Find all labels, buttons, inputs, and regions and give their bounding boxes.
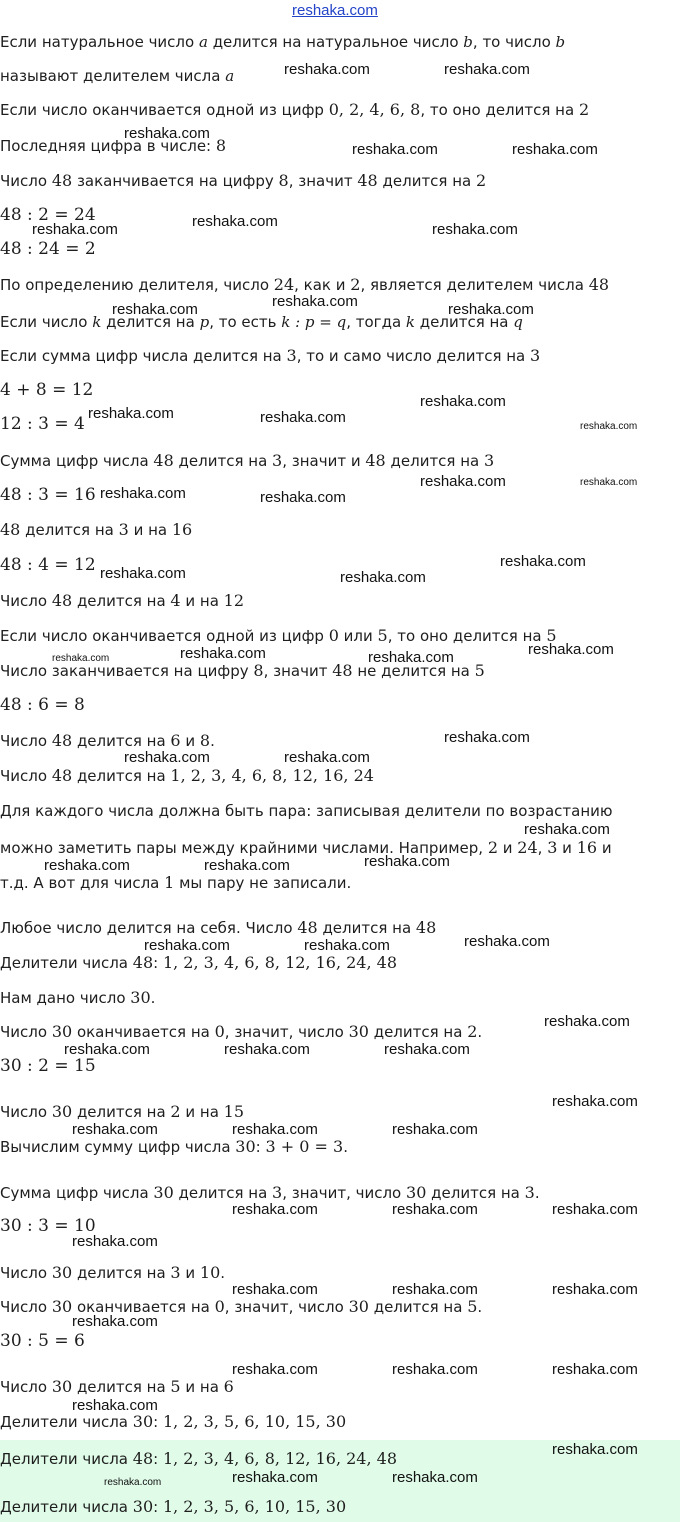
text-line-l1	[0, 32, 565, 52]
text-segment: и на	[128, 521, 172, 539]
text-segment: Число	[0, 1298, 52, 1316]
text-segment: 30	[132, 1497, 154, 1516]
text-segment: 15	[223, 1102, 245, 1121]
text-segment: Число	[0, 1378, 52, 1396]
text-segment: Число	[0, 1264, 52, 1282]
text-segment: , то оно делится на	[387, 627, 547, 645]
watermark: reshaka.com	[552, 1361, 638, 1378]
text-line-l8	[0, 275, 609, 295]
text-segment: 1, 2, 3, 4, 6, 8, 12, 16, 24, 48	[162, 953, 398, 972]
text-segment: 30	[51, 1263, 73, 1282]
text-segment: 48 : 24 = 2	[0, 239, 96, 259]
text-line-l40	[0, 1449, 397, 1469]
text-segment: Делители числа	[0, 1498, 133, 1516]
text-segment: , является делителем числа	[360, 276, 589, 294]
text-line-l15	[0, 520, 192, 540]
text-segment: 4	[170, 591, 181, 610]
watermark: reshaka.com	[32, 221, 118, 238]
text-segment: делится на	[368, 1298, 468, 1316]
text-segment: 12	[223, 591, 245, 610]
text-segment: k	[92, 313, 102, 331]
text-segment: 3	[524, 1183, 535, 1202]
watermark: reshaka.com	[232, 1201, 318, 1218]
text-segment: делится на	[385, 452, 484, 470]
watermark: reshaka.com	[580, 477, 638, 488]
text-segment: 48	[51, 591, 73, 610]
watermark: reshaka.com	[448, 301, 534, 318]
text-segment: заканчивается на цифру	[72, 172, 279, 190]
text-line-l39	[0, 1412, 346, 1432]
text-segment: 3	[530, 346, 541, 365]
watermark: reshaka.com	[340, 569, 426, 586]
text-segment: 30	[348, 1297, 369, 1316]
text-line-l3	[0, 100, 589, 120]
text-segment: 48	[51, 731, 73, 750]
text-segment: делится на	[173, 1184, 273, 1202]
text-line-l21	[0, 731, 215, 751]
text-segment: Сумма цифр числа	[0, 452, 154, 470]
text-segment: b	[463, 33, 473, 51]
text-segment: 48	[132, 953, 154, 972]
watermark: reshaka.com	[72, 1233, 158, 1250]
text-segment: , то оно делится на	[420, 101, 579, 119]
watermark: reshaka.com	[284, 749, 370, 766]
text-segment: 30	[51, 1022, 73, 1041]
text-segment: 1	[164, 873, 175, 892]
text-segment: Если число оканчивается одной из цифр	[0, 627, 329, 645]
text-segment: 48 : 2 = 24	[0, 205, 96, 225]
text-segment: Делители числа	[0, 954, 133, 972]
watermark: reshaka.com	[544, 1013, 630, 1030]
text-segment: делится на	[20, 521, 119, 539]
text-line-l20	[0, 695, 85, 715]
text-segment: Число	[0, 592, 52, 610]
text-segment: делится на натуральное число	[207, 33, 464, 51]
text-segment: Число	[0, 1103, 52, 1121]
text-segment: 2	[467, 1022, 478, 1041]
watermark: reshaka.com	[112, 301, 198, 318]
text-line-l28	[0, 988, 155, 1008]
watermark: reshaka.com	[528, 641, 614, 658]
text-segment: можно заметить пары между крайними числами. Например,	[0, 839, 488, 857]
text-segment: Любое число делится на себя. Число	[0, 919, 298, 937]
text-segment: ,	[537, 839, 548, 857]
text-line-l13	[0, 451, 494, 471]
text-segment: т.д. А вот для числа	[0, 874, 165, 892]
text-segment: Если сумма цифр числа делится на	[0, 347, 287, 365]
text-segment: 2	[487, 838, 498, 857]
text-segment: 30 : 2 = 15	[0, 1056, 96, 1076]
text-segment: делится на	[72, 767, 171, 785]
watermark: reshaka.com	[352, 141, 438, 158]
watermark: reshaka.com	[392, 1281, 478, 1298]
text-segment: называют делителем числа	[0, 67, 226, 85]
text-segment: 10	[199, 1263, 221, 1282]
text-segment: 1, 2, 3, 4, 6, 8, 12, 16, 24, 48	[162, 1449, 398, 1468]
text-segment: 30	[132, 1412, 154, 1431]
text-segment: 8	[278, 171, 289, 190]
text-segment: 5	[377, 626, 388, 645]
text-segment: , значит	[288, 172, 358, 190]
text-segment: делится на	[173, 452, 273, 470]
text-segment: и	[597, 839, 612, 857]
watermark: reshaka.com	[64, 1041, 150, 1058]
text-segment: делится на	[377, 172, 476, 190]
text-segment: Если натуральное число	[0, 33, 199, 51]
text-segment: 3 + 0 = 3	[265, 1137, 344, 1156]
text-segment: Делители числа	[0, 1413, 133, 1431]
watermark: reshaka.com	[232, 1121, 318, 1138]
text-segment: 48	[0, 520, 21, 539]
text-line-l11	[0, 380, 93, 400]
text-segment: Число заканчивается на цифру	[0, 662, 254, 680]
text-segment: оканчивается на	[72, 1298, 215, 1316]
watermark: reshaka.com	[420, 473, 506, 490]
text-segment: :	[255, 1138, 266, 1156]
text-line-l41	[0, 1497, 346, 1517]
text-segment: 16	[576, 838, 598, 857]
text-line-l35	[0, 1263, 225, 1283]
text-segment: 0	[328, 626, 339, 645]
text-segment: :	[153, 1498, 163, 1516]
text-segment: 48	[332, 661, 353, 680]
text-segment: Если число	[0, 313, 93, 331]
text-segment: q	[513, 313, 523, 331]
text-segment: 48	[415, 918, 437, 937]
watermark: reshaka.com	[384, 1041, 470, 1058]
watermark: reshaka.com	[260, 409, 346, 426]
text-segment: , то есть	[209, 313, 282, 331]
text-segment: или	[338, 627, 378, 645]
watermark: reshaka.com	[552, 1201, 638, 1218]
watermark: reshaka.com	[552, 1093, 638, 1110]
text-line-l27	[0, 953, 397, 973]
text-segment: делится на	[72, 592, 171, 610]
watermark: reshaka.com	[232, 1361, 318, 1378]
watermark: reshaka.com	[552, 1441, 638, 1458]
watermark: reshaka.com	[104, 1477, 162, 1488]
watermark: reshaka.com	[392, 1201, 478, 1218]
text-segment: делится на	[101, 313, 200, 331]
text-segment: и	[180, 1264, 200, 1282]
text-segment: a	[225, 67, 235, 85]
text-line-l14	[0, 485, 96, 505]
text-segment: a	[198, 33, 208, 51]
text-segment: 30	[153, 1183, 174, 1202]
watermark: reshaka.com	[204, 857, 290, 874]
text-segment: 30	[51, 1102, 73, 1121]
text-segment: Число	[0, 172, 52, 190]
text-segment: делится на	[415, 313, 514, 331]
text-segment: 30	[130, 988, 151, 1007]
text-segment: .	[220, 1264, 226, 1282]
text-segment: и	[498, 839, 518, 857]
text-segment: 3	[286, 346, 297, 365]
text-segment: делится на	[72, 1264, 171, 1282]
watermark: reshaka.com	[392, 1121, 478, 1138]
text-segment: 5	[170, 1377, 181, 1396]
text-segment: Число	[0, 1023, 52, 1041]
watermark: reshaka.com	[72, 1121, 158, 1138]
text-segment: 30	[406, 1183, 427, 1202]
text-line-l25	[0, 873, 351, 893]
text-segment: 0	[214, 1022, 225, 1041]
text-segment: 3	[272, 451, 283, 470]
text-segment: 30	[51, 1297, 73, 1316]
watermark: reshaka.com	[124, 749, 210, 766]
text-segment: 5	[474, 661, 485, 680]
text-segment: 3	[118, 520, 129, 539]
watermark: reshaka.com	[392, 1469, 478, 1486]
text-line-l12	[0, 414, 85, 434]
watermark: reshaka.com	[368, 649, 454, 666]
text-segment: оканчивается на	[72, 1023, 215, 1041]
watermark: reshaka.com	[232, 1469, 318, 1486]
text-segment: 3	[547, 838, 558, 857]
watermark: reshaka.com	[444, 729, 530, 746]
watermark: reshaka.com	[444, 61, 530, 78]
text-segment: 2	[578, 100, 590, 119]
watermark: reshaka.com	[72, 1397, 158, 1414]
text-line-l22	[0, 766, 374, 786]
watermark: reshaka.com	[552, 1281, 638, 1298]
text-segment: Число	[0, 732, 52, 750]
text-segment: 30	[51, 1377, 73, 1396]
text-segment: 48	[51, 766, 73, 785]
text-segment: делится на	[72, 1103, 171, 1121]
text-segment: 8	[199, 731, 211, 750]
watermark: reshaka.com	[124, 125, 210, 142]
text-segment: 30 : 3 = 10	[0, 1216, 96, 1236]
watermark: reshaka.com	[100, 565, 186, 582]
text-segment: 48	[297, 918, 318, 937]
text-segment: 3	[170, 1263, 181, 1282]
text-segment: и	[557, 839, 577, 857]
watermark: reshaka.com	[100, 485, 186, 502]
text-line-l23	[0, 801, 613, 821]
text-segment: :	[153, 954, 163, 972]
text-segment: , тогда	[346, 313, 406, 331]
watermark: reshaka.com	[432, 221, 518, 238]
watermark: reshaka.com	[304, 937, 390, 954]
text-segment: .	[150, 989, 156, 1007]
watermark: reshaka.com	[192, 213, 278, 230]
text-segment: :	[153, 1413, 163, 1431]
text-segment: 6	[170, 731, 181, 750]
text-segment: , значит и	[282, 452, 366, 470]
watermark: reshaka.com	[44, 857, 130, 874]
text-segment: делится на	[72, 732, 171, 750]
watermark: reshaka.com	[232, 1281, 318, 1298]
text-segment: 8	[253, 661, 264, 680]
text-segment: делится на	[368, 1023, 468, 1041]
text-segment: , значит	[263, 662, 333, 680]
text-segment: Число	[0, 767, 52, 785]
text-segment: , значит, число	[224, 1298, 349, 1316]
text-segment: делится на	[426, 1184, 525, 1202]
text-segment: 3	[272, 1183, 283, 1202]
watermark: reshaka.com	[180, 645, 266, 662]
text-segment: 48 : 3 = 16	[0, 485, 96, 505]
text-segment: и на	[180, 592, 224, 610]
text-segment: k	[405, 313, 415, 331]
text-line-l24	[0, 838, 612, 858]
text-segment: Последняя цифра в числе:	[0, 137, 216, 155]
text-line-l2	[0, 66, 234, 86]
text-segment: 3	[483, 451, 495, 470]
watermark: reshaka.com	[284, 61, 370, 78]
text-line-l32	[0, 1137, 348, 1157]
text-segment: 2	[170, 1102, 181, 1121]
text-segment: 2	[475, 171, 487, 190]
text-segment: 30 : 5 = 6	[0, 1331, 85, 1351]
text-line-l10	[0, 346, 540, 366]
site-link-watermark[interactable]: reshaka.com	[292, 2, 378, 19]
text-segment: 4 + 8 = 12	[0, 380, 94, 400]
text-segment: .	[477, 1023, 483, 1041]
watermark: reshaka.com	[464, 933, 550, 950]
text-segment: делится на	[72, 1378, 171, 1396]
text-segment: 30	[348, 1022, 369, 1041]
text-segment: 0	[214, 1297, 225, 1316]
text-segment: 48	[132, 1449, 154, 1468]
text-segment: , то число	[472, 33, 556, 51]
watermark: reshaka.com	[224, 1041, 310, 1058]
text-segment: Вычислим сумму цифр числа	[0, 1138, 236, 1156]
text-segment: Нам дано число	[0, 989, 131, 1007]
text-line-l31	[0, 1102, 244, 1122]
text-line-l17	[0, 591, 244, 611]
watermark: reshaka.com	[512, 141, 598, 158]
text-line-l38	[0, 1377, 234, 1397]
text-segment: По определению делителя, число	[0, 276, 274, 294]
text-segment: , как и	[294, 276, 351, 294]
text-segment: , значит, число	[224, 1023, 349, 1041]
text-line-l26	[0, 918, 436, 938]
text-line-l29	[0, 1022, 482, 1042]
text-segment: 24	[273, 275, 295, 294]
watermark: reshaka.com	[500, 553, 586, 570]
text-segment: 48	[365, 451, 386, 470]
text-segment: 0, 2, 4, 6, 8	[328, 100, 421, 119]
watermark: reshaka.com	[72, 1313, 158, 1330]
text-segment: Если число оканчивается одной из цифр	[0, 101, 329, 119]
text-segment: 48	[51, 171, 73, 190]
text-segment: 5	[546, 626, 557, 645]
text-segment: p	[199, 313, 210, 331]
text-segment: .	[343, 1138, 348, 1156]
text-segment: :	[153, 1450, 163, 1468]
text-segment: b	[555, 33, 566, 51]
watermark: reshaka.com	[580, 421, 638, 432]
watermark: reshaka.com	[420, 393, 506, 410]
text-segment: 8	[215, 136, 227, 155]
text-segment: и на	[180, 1378, 224, 1396]
text-segment: 2	[350, 275, 361, 294]
text-segment: Для каждого числа должна быть пара: записывая делители по возрастанию	[0, 802, 613, 820]
text-segment: 1, 2, 3, 4, 6, 8, 12, 16, 24	[170, 766, 374, 785]
watermark: reshaka.com	[524, 821, 610, 838]
text-line-l33	[0, 1183, 540, 1203]
text-line-l7	[0, 239, 96, 259]
watermark: reshaka.com	[88, 405, 174, 422]
text-segment: 5	[467, 1297, 478, 1316]
text-segment: , значит, число	[282, 1184, 407, 1202]
text-segment: Сумма цифр числа	[0, 1184, 154, 1202]
text-segment: 12 : 3 = 4	[0, 414, 85, 434]
text-segment: 6	[223, 1377, 234, 1396]
watermark: reshaka.com	[144, 937, 230, 954]
text-segment: 30	[235, 1137, 256, 1156]
watermark: reshaka.com	[52, 653, 110, 664]
text-segment: 16	[171, 520, 193, 539]
text-segment: 1, 2, 3, 5, 6, 10, 15, 30	[162, 1497, 347, 1516]
text-segment: , то и само число делится на	[296, 347, 531, 365]
text-line-l37	[0, 1331, 85, 1351]
text-segment: 48	[153, 451, 174, 470]
text-segment: .	[477, 1298, 483, 1316]
text-segment: 48 : 4 = 12	[0, 555, 96, 575]
text-line-l18	[0, 626, 557, 646]
text-segment: k : p = q	[281, 313, 347, 331]
text-line-l30	[0, 1056, 96, 1076]
text-line-l9	[0, 312, 523, 332]
text-segment: 48	[357, 171, 378, 190]
text-segment: Делители числа	[0, 1450, 133, 1468]
text-segment: и	[180, 732, 200, 750]
text-line-l16	[0, 555, 96, 575]
watermark: reshaka.com	[272, 293, 358, 310]
watermark: reshaka.com	[364, 853, 450, 870]
watermark: reshaka.com	[260, 489, 346, 506]
text-segment: 48	[588, 275, 610, 294]
text-segment: 48 : 6 = 8	[0, 695, 85, 715]
text-segment: не делится на	[352, 662, 475, 680]
text-segment: мы пару не записали.	[174, 874, 352, 892]
text-line-l5	[0, 171, 486, 191]
text-segment: .	[534, 1184, 540, 1202]
text-segment: 24	[517, 838, 538, 857]
text-segment: .	[210, 732, 215, 750]
text-segment: и на	[180, 1103, 224, 1121]
text-segment: 1, 2, 3, 5, 6, 10, 15, 30	[162, 1412, 347, 1431]
text-segment: делится на	[317, 919, 416, 937]
watermark: reshaka.com	[392, 1361, 478, 1378]
